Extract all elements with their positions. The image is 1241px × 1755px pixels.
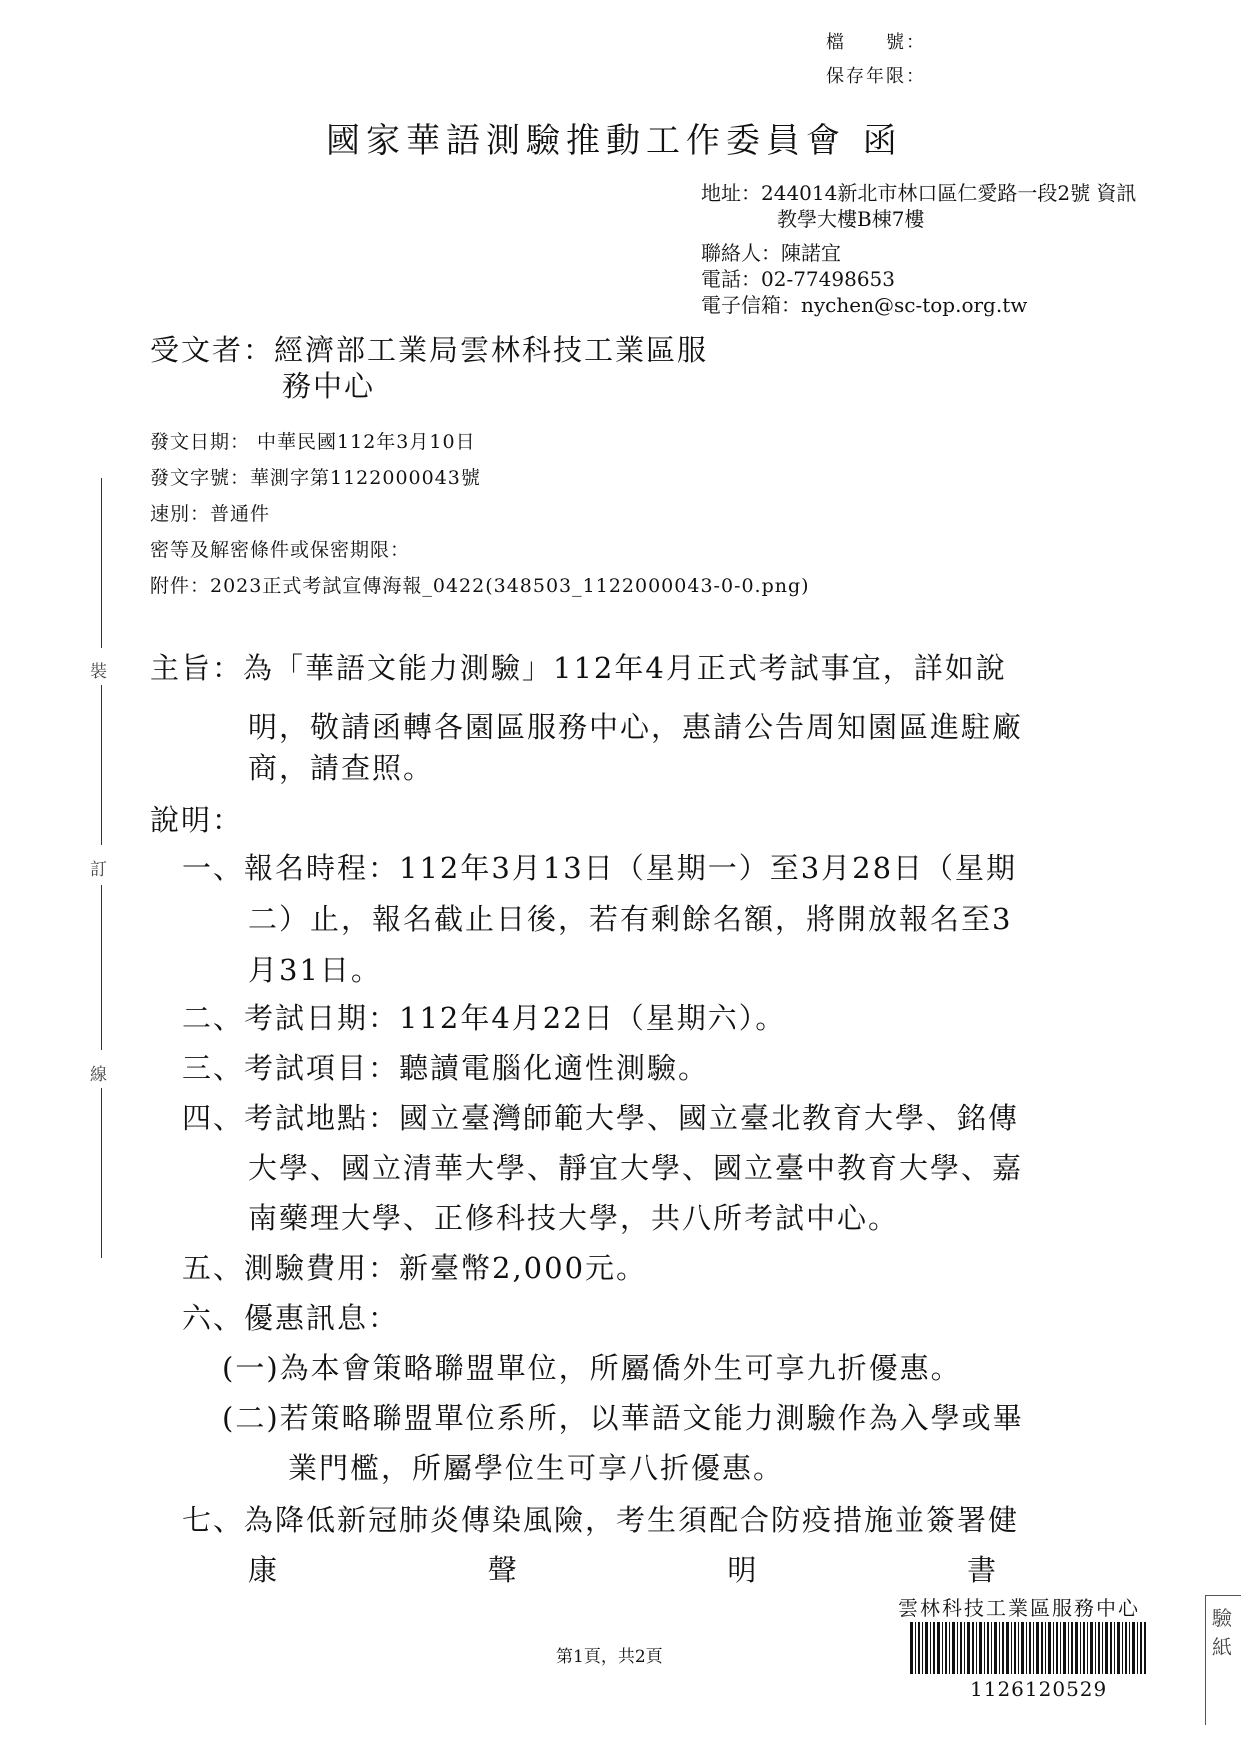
recipient-line1: 受文者：經濟部工業局雲林科技工業區服 (150, 333, 709, 367)
document-title: 國家華語測驗推動工作委員會 函 (326, 121, 903, 161)
receipt-office: 雲林科技工業區服務中心 (898, 1596, 1140, 1620)
binding-char-bind: 裝 (90, 662, 107, 682)
item-3: 三、考試項目：聽讀電腦化適性測驗。 (182, 1051, 710, 1085)
barcode (910, 1622, 1146, 1674)
subject-line3: 商，請查照。 (248, 751, 435, 785)
sender-email: 電子信箱：nychen@sc-top.org.tw (701, 293, 1028, 317)
attachment-link[interactable]: 附件：2023正式考試宣傳海報_0422(348503_1122000043-0-0.png) (150, 575, 810, 597)
issue-date: 發文日期： 中華民國112年3月10日 (150, 431, 476, 453)
binding-char-staple: 訂 (90, 860, 107, 880)
sender-address-line2: 教學大樓B棟7樓 (777, 207, 925, 231)
recipient-line2: 務中心 (282, 369, 376, 403)
explanation-label: 說明： (150, 803, 244, 837)
item-6-sub-1: (一)為本會策略聯盟單位，所屬僑外生可享九折優惠。 (222, 1351, 962, 1385)
binding-line-mid1 (101, 685, 102, 845)
receipt-number: 1126120529 (970, 1677, 1108, 1701)
binding-char-line: 線 (90, 1065, 107, 1085)
page-number: 第1頁，共2頁 (556, 1647, 663, 1667)
item-7-line1: 七、為降低新冠肺炎傳染風險，考生須配合防疫措施並簽署健 (182, 1503, 1020, 1537)
retention-period-label: 保存年限： (826, 66, 926, 87)
item-7-word-4: 書 (966, 1553, 998, 1587)
item-7-line2 (248, 1548, 998, 1589)
item-6-sub-2-line2: 業門檻，所屬學位生可享八折優惠。 (288, 1451, 785, 1485)
file-number-label: 檔 號： (826, 32, 926, 53)
document-number: 發文字號：華測字第1122000043號 (150, 467, 481, 489)
item-1-line2: 二）止，報名截止日後，若有剩餘名額，將開放報名至3 (248, 902, 1013, 936)
margin-stamp: 驗 紙 (1205, 1595, 1241, 1725)
item-4-line3: 南藥理大學、正修科技大學，共八所考試中心。 (248, 1201, 900, 1235)
item-4-line1: 四、考試地點：國立臺灣師範大學、國立臺北教育大學、銘傳 (182, 1101, 1020, 1135)
item-7-word-1: 康 (248, 1553, 280, 1587)
sender-contact: 聯絡人：陳諾宜 (701, 241, 841, 265)
sender-address-line1: 地址：244014新北市林口區仁愛路一段2號 資訊 (701, 181, 1137, 205)
subject-line2: 明，敬請函轉各園區服務中心，惠請公告周知園區進駐廠 (248, 710, 1024, 744)
subject-line1: 主旨：為「華語文能力測驗」112年4月正式考試事宜，詳如說 (150, 651, 1007, 685)
binding-line-mid2 (101, 885, 102, 1050)
item-7-word-2: 聲 (487, 1553, 519, 1587)
item-2: 二、考試日期：112年4月22日（星期六）。 (182, 1001, 787, 1035)
binding-line-top (101, 478, 102, 648)
item-1-line3: 月31日。 (248, 953, 382, 987)
item-4-line2: 大學、國立清華大學、靜宜大學、國立臺中教育大學、嘉 (248, 1151, 1024, 1185)
item-7-word-3: 明 (727, 1553, 759, 1587)
item-1-line1: 一、報名時程：112年3月13日（星期一）至3月28日（星期 (182, 851, 1018, 885)
sender-phone: 電話：02-77498653 (701, 267, 896, 291)
item-6-sub-2-line1: (二)若策略聯盟單位系所，以華語文能力測驗作為入學或畢 (222, 1401, 1024, 1435)
item-5: 五、測驗費用：新臺幣2,000元。 (182, 1251, 648, 1285)
security-level: 密等及解密條件或保密期限： (150, 539, 411, 561)
binding-line-bottom (101, 1088, 102, 1258)
item-6: 六、優惠訊息： (182, 1301, 400, 1335)
delivery-speed: 速別：普通件 (150, 503, 271, 525)
